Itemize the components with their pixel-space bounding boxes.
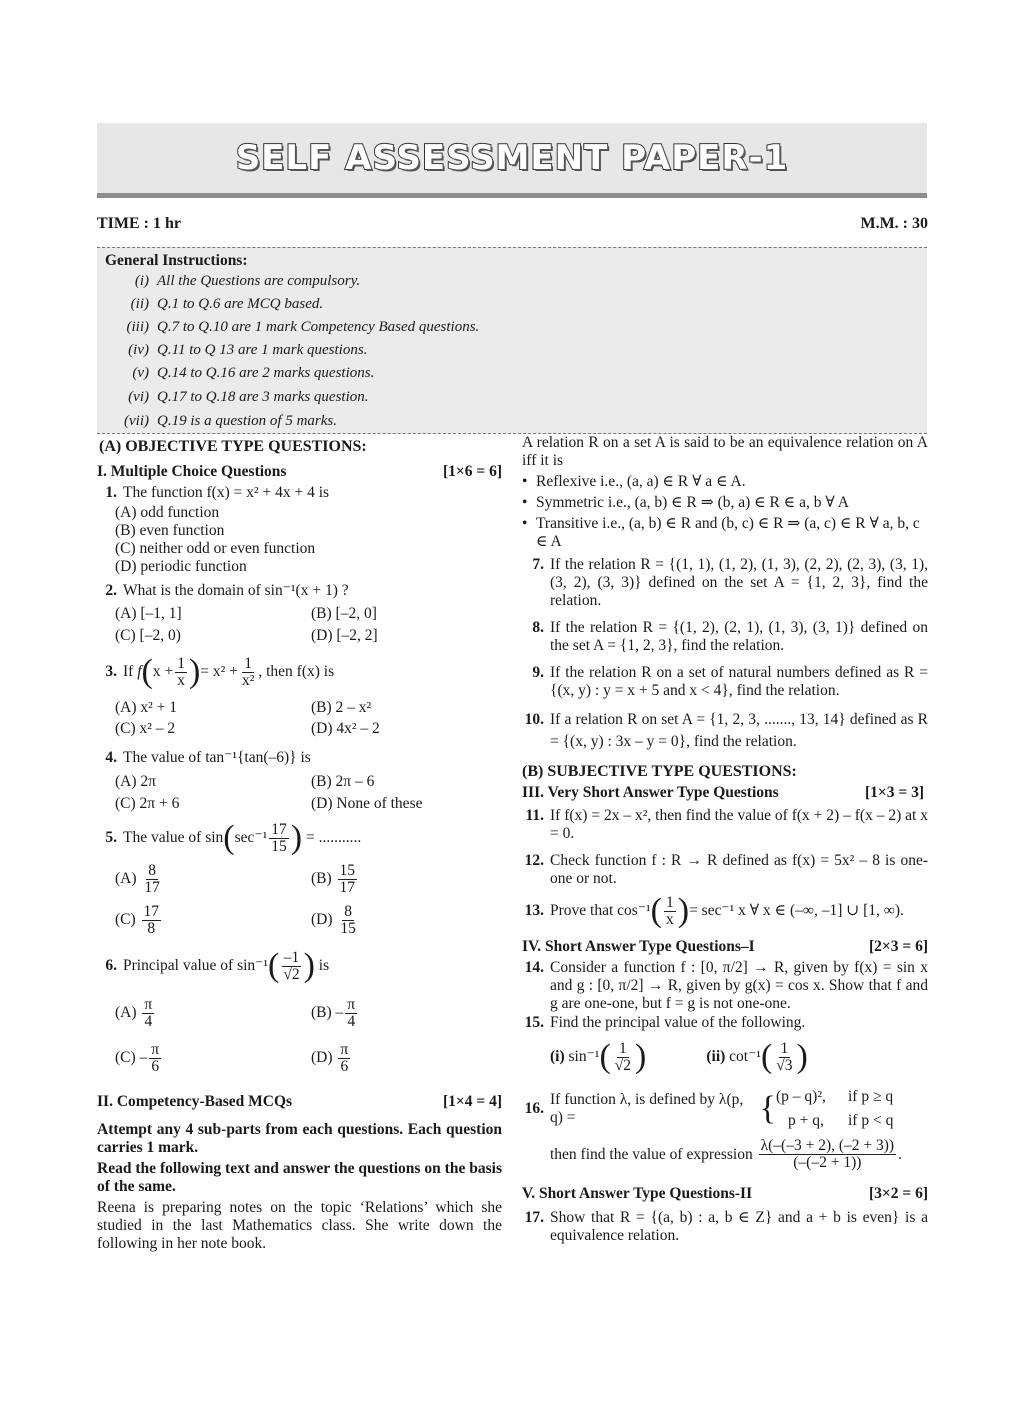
attempt-instruction: Attempt any 4 sub-parts from each questions. Each question carries 1 mark. — [97, 1121, 502, 1156]
question-1: 1. The function f(x) = x² + 4x + 4 is — [105, 484, 330, 501]
question-5: 5. The value of sin ( sec⁻¹ $\frac{17}{15}$ ) = ........... — [105, 819, 362, 856]
question-3: 3. If f ( x + $\frac{1}{x}$ ) = x² + $\frac{1}{\text{x²}}$ , then f(x) is — [105, 653, 335, 690]
question-15: 15. Find the principal value of the following. — [524, 1014, 806, 1031]
part-ii-heading: II. Competency-Based MCQs [1×4 = 4] — [97, 1093, 502, 1110]
question-17: 17. Show that R = {(a, b) : a, b ∈ Z} and a + b is even} is a equivalence relation. — [524, 1209, 928, 1244]
section-b-heading: (B) SUBJECTIVE TYPE QUESTIONS: — [522, 763, 797, 780]
question-6: 6. Principal value of sin⁻¹ ( $\frac{-1}{√2}$ ) is — [105, 947, 330, 984]
right-column — [522, 434, 928, 1245]
instruction-item: (iv) Q.11 to Q 13 are 1 mark questions. — [128, 342, 368, 358]
question-4-options: (A) 2π (B) 2π – 6 (C) 2π + 6 (D) None of these — [115, 773, 423, 812]
question-4: 4. The value of tan⁻¹{tan(–6)} is — [105, 749, 311, 766]
bullet-reflexive: • Reflexive i.e., (a, a) ∈ R ∀ a ∈ A. — [522, 473, 746, 490]
question-8: 8. If the relation R = {(1, 2), (2, 1), (1, 3), (3, 1)} defined on the set A = {1, 2, 3}, find the relation. — [532, 619, 928, 654]
instruction-item: (v) Q.14 to Q.16 are 2 marks questions. — [132, 365, 375, 381]
read-instruction: Read the following text and answer the questions on the basis of the same. — [97, 1160, 502, 1195]
question-10: 10. If a relation R on set A = {1, 2, 3, ......., 13, 14} defined as R = {(x, y) : 3x – y = 0}, find the relation. — [524, 711, 928, 750]
instruction-item: (vii) Q.19 is a question of 5 marks. — [124, 413, 337, 429]
instruction-item: (ii) Q.1 to Q.6 are MCQ based. — [130, 296, 324, 312]
bullet-symmetric: • Symmetric i.e., (a, b) ∈ R ⇒ (b, a) ∈ R ∈ a, b ∀ A — [522, 494, 849, 511]
question-15-parts: (i) sin⁻¹ ( $\frac{1}{√2}$ ) (ii) cot⁻¹ ( $\frac{1}{√3}$ ) — [550, 1038, 808, 1075]
question-7: 7. If the relation R = {(1, 1), (1, 2), (1, 3), (2, 2), (2, 3), (3, 1), (3, 2), (3, 3)} defined on the set A = {1, 2, 3}, find the relation. — [532, 556, 928, 609]
paper-title: SELF ASSESSMENT PAPER-1 — [235, 138, 789, 178]
general-instructions — [97, 247, 927, 434]
question-16: 16. If function λ, is defined by λ(p, q) = { (p – q)², if p ≥ q p + q, if p < q — [524, 1088, 894, 1129]
instruction-item: (i) All the Questions are compulsory. — [134, 273, 361, 289]
equivalence-intro: A relation R on a set A is said to be an equivalence relation on A iff it is — [522, 434, 928, 469]
question-2: 2. What is the domain of sin⁻¹(x + 1) ? — [105, 582, 349, 599]
question-14: 14. Consider a function f : [0, π/2] → R, given by f(x) = sin x and g : [0, π/2] → R, given by g(x) = cos x. Show that f and g are one-one, but f = g is not one-one. — [524, 959, 928, 1012]
reena-passage: Reena is preparing notes on the topic ‘Relations’ which she studied in the last Mathematics class. She write down the following in her note book. — [97, 1199, 502, 1252]
section-a-heading: (A) OBJECTIVE TYPE QUESTIONS: — [99, 438, 367, 455]
question-5-options: (A) $\frac{8}{17}$ (B) $\frac{15}{17}$ (C) $\frac{17}{8}$ (D) $\frac{8}{15}$ — [115, 862, 356, 937]
instruction-item: (vi) Q.17 to Q.18 are 3 marks question. — [128, 389, 369, 405]
question-2-options: (A) [–1, 1] (B) [–2, 0] (C) [–2, 0) (D) [–2, 2] — [115, 605, 378, 644]
question-1-options: (A) odd function (B) even function (C) neither odd or even function (D) periodic function — [115, 504, 316, 575]
part-v-heading: V. Short Answer Type Questions-II [3×2 = 6] — [522, 1185, 928, 1202]
question-12: 12. Check function f : R → R defined as f(x) = 5x² – 8 is one-one or not. — [524, 852, 928, 887]
max-marks-label: M.M. : 30 — [860, 215, 928, 232]
question-13: 13. Prove that cos⁻¹ ( $\frac{1}{x}$ ) = sec⁻¹ x ∀ x ∈ (–∞, –1] ∪ [1, ∞). — [524, 892, 904, 929]
question-9: 9. If the relation R on a set of natural numbers defined as R = {(x, y) : y = x + 5 and x < 4}, find the relation. — [532, 664, 928, 699]
part-i-heading: I. Multiple Choice Questions [1×6 = 6] — [97, 463, 502, 480]
time-label: TIME : 1 hr — [97, 215, 181, 232]
question-6-options: (A) $\frac{\pi}{4}$ (B) – $\frac{\pi}{4}$ (C) – $\frac{\pi}{6}$ (D) $\frac{\pi}{6}$ — [115, 996, 356, 1075]
part-iii-heading: III. Very Short Answer Type Questions [1×3 = 3] — [522, 784, 924, 801]
instructions-title: General Instructions: — [105, 252, 248, 269]
question-3-options: (A) x² + 1 (B) 2 – x² (C) x² – 2 (D) 4x² – 2 — [115, 699, 380, 737]
question-16-expression: then find the value of expression $\frac{\lambda(-(-3 + 2), (-2 + 3))}{(-(-2 + 1))}$ . — [550, 1137, 902, 1171]
title-banner — [97, 123, 927, 198]
part-iv-heading: IV. Short Answer Type Questions–I [2×3 = 6] — [522, 938, 928, 955]
left-column — [97, 438, 502, 1253]
bullet-transitive: • Transitive i.e., (a, b) ∈ R and (b, c) ∈ R ⇒ (a, c) ∈ R ∀ a, b, c ∈ A — [522, 515, 920, 550]
question-11: 11. If f(x) = 2x – x², then find the value of f(x + 2) – f(x – 2) at x = 0. — [525, 807, 928, 842]
instruction-item: (iii) Q.7 to Q.10 are 1 mark Competency Based questions. — [126, 319, 480, 335]
